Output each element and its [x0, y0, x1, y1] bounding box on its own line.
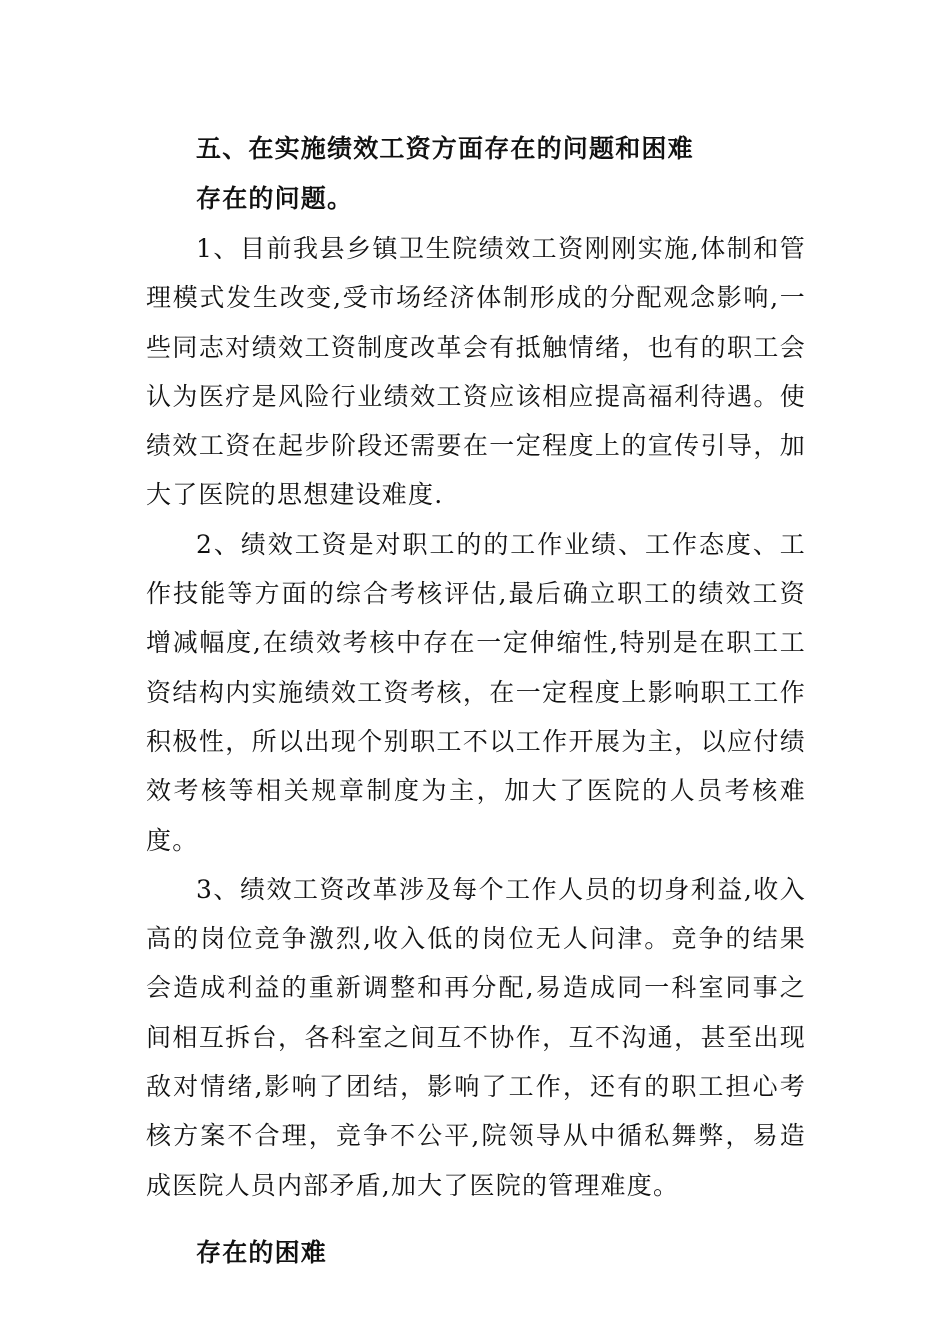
paragraph-1: 1、目前我县乡镇卫生院绩效工资刚刚实施,体制和管理模式发生改变,受市场经济体制形成的分配观念影响,一些同志对绩效工资制度改革会有抵触情绪，也有的职工会认为医疗是风险行业绩效工资应该相应提高福利待遇。使绩效工资在起步阶段还需要在一定程度上的宣传引导，加大了医院的思想建设难度. [146, 234, 806, 510]
paragraph-3: 3、绩效工资改革涉及每个工作人员的切身利益,收入高的岗位竞争激烈,收入低的岗位无人问津。竞争的结果会造成利益的重新调整和再分配,易造成同一科室同事之间相互拆台，各科室之间互不协作，互不沟通，甚至出现敌对情绪,影响了团结，影响了工作，还有的职工担心考核方案不合理，竞争不公平,院领导从中循私舞弊，易造成医院人员内部矛盾,加大了医院的管理难度。 [146, 874, 806, 1200]
section-title: 五、在实施绩效工资方面存在的问题和困难 [196, 134, 694, 163]
document-body [146, 124, 806, 1278]
problems-heading: 存在的问题。 [196, 184, 354, 213]
paragraph-2: 2、绩效工资是对职工的的工作业绩、工作态度、工作技能等方面的综合考核评估,最后确立职工的绩效工资增减幅度,在绩效考核中存在一定伸缩性,特别是在职工工资结构内实施绩效工资考核，在一定程度上影响职工工作积极性，所以出现个别职工不以工作开展为主，以应付绩效考核等相关规章制度为主，加大了医院的人员考核难度。 [146, 529, 806, 855]
difficulties-heading: 存在的困难 [196, 1237, 328, 1267]
